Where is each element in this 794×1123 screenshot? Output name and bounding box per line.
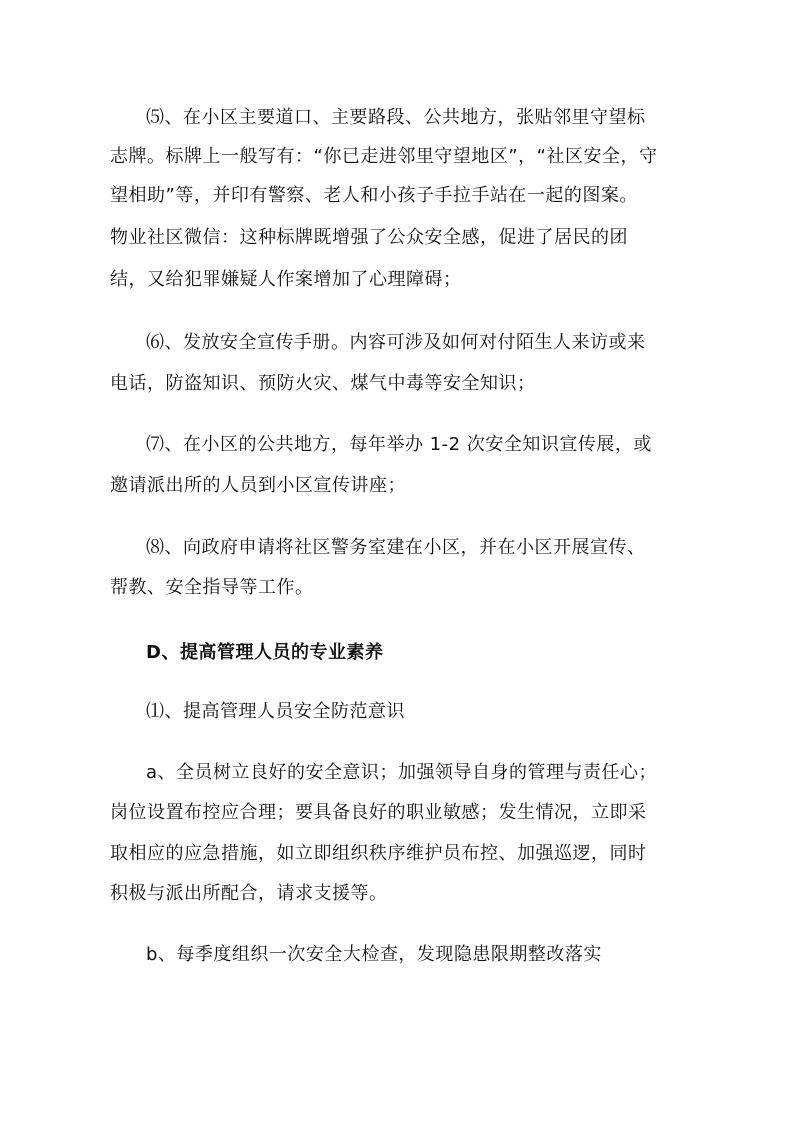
text-line: 邀请派出所的人员到小区宣传讲座； — [110, 475, 406, 496]
text-line: 志牌。标牌上一般写有：“你已走进邻里守望地区”，“社区安全，守 — [110, 146, 658, 167]
text-line: a、全员树立良好的安全意识；加强领导自身的管理与责任心； — [146, 762, 658, 783]
text-line: 物业社区微信：这种标牌既增强了公众安全感，促进了居民的团 — [110, 227, 628, 248]
text-line: 望相助”等，并印有警察、老人和小孩子手拉手站在一起的图案。 — [110, 185, 638, 206]
section-heading-d: D、提高管理人员的专业素养 — [146, 642, 384, 663]
subsection-heading-1: ⑴、提高管理人员安全防范意识 — [146, 701, 405, 722]
text-line: b、每季度组织一次安全大检查，发现隐患限期整改落实 — [146, 944, 602, 965]
text-line: ⑻、向政府申请将社区警务室建在小区，并在小区开展宣传、 — [146, 537, 646, 558]
text-line: 积极与派出所配合，请求支援等。 — [110, 883, 388, 904]
text-line: 电话，防盗知识、预防火灾、煤气中毒等安全知识； — [110, 373, 536, 394]
text-line: ⑺、在小区的公共地方，每年举办 1-2 次安全知识宣传展，或 — [146, 434, 652, 455]
text-line: 岗位设置布控应合理；要具备良好的职业敏感；发生情况，立即采 — [110, 802, 647, 823]
text-line: 帮教、安全指导等工作。 — [110, 577, 314, 598]
text-line: ⑹、发放安全宣传手册。内容可涉及如何对付陌生人来访或来 — [146, 332, 646, 353]
text-line: 取相应的应急措施，如立即组织秩序维护员布控、加强巡逻，同时 — [110, 843, 647, 864]
text-line: 结，又给犯罪嫌疑人作案增加了心理障碍； — [110, 269, 462, 290]
text-line: ⑸、在小区主要道口、主要路段、公共地方，张贴邻里守望标 — [146, 107, 646, 128]
